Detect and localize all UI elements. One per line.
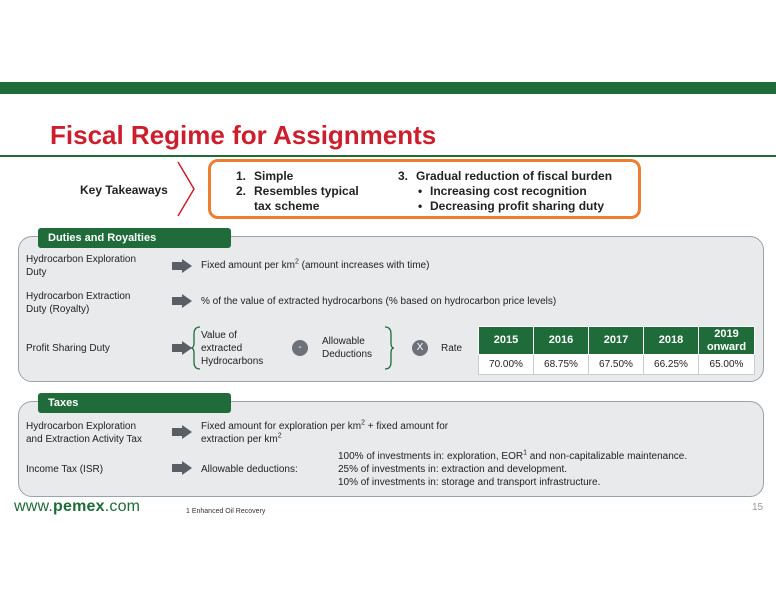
rate-cell: 67.50% — [589, 355, 644, 375]
allowable-deductions-label: Allowable Deductions — [322, 336, 373, 360]
header-band — [0, 82, 776, 94]
year-header: 2016 — [534, 327, 589, 355]
takeaway-bullet: • Increasing cost recognition — [418, 184, 587, 198]
footnote: 1 Enhanced Oil Recovery — [186, 508, 266, 515]
chevron-right-icon — [176, 160, 198, 218]
minus-icon: - — [292, 340, 308, 356]
arrow-right-icon — [172, 461, 192, 475]
rate-cell: 65.00% — [699, 355, 755, 375]
rate-cell: 68.75% — [534, 355, 589, 375]
left-brace-icon — [191, 326, 201, 370]
extraction-duty-desc: % of the value of extracted hydrocarbons (% based on hydrocarbon price levels) — [201, 296, 557, 307]
rate-table-row — [479, 355, 755, 375]
pemex-logo: www.pemex.com — [14, 498, 141, 515]
takeaway-item: 1. Simple — [236, 169, 294, 183]
title-divider — [0, 155, 776, 157]
activity-tax-desc: Fixed amount for exploration per $km^2$ + fixed amount for extraction per $km^2$ — [201, 419, 449, 445]
arrow-right-icon — [172, 425, 192, 439]
takeaway-heading: 3. Gradual reduction of fiscal burden — [398, 169, 613, 183]
key-takeaways-label: Key Takeaways — [80, 183, 168, 197]
arrow-right-icon — [172, 259, 192, 273]
year-header: 2018 — [644, 327, 699, 355]
activity-tax-label: Hydrocarbon Exploration and Extraction Activity Tax — [26, 421, 142, 445]
year-header: 2017 — [589, 327, 644, 355]
year-header: 2019 onward — [699, 327, 755, 355]
extraction-duty-label: Hydrocarbon Extraction Duty (Royalty) — [26, 291, 131, 315]
year-header: 2015 — [479, 327, 534, 355]
value-extracted-label: Value of extracted Hydrocarbons — [201, 330, 264, 367]
arrow-right-icon — [172, 341, 192, 355]
deduction-line: 100% of investments in: exploration, EOR$^1$ and non-capitalizable maintenance. — [338, 449, 688, 462]
income-tax-desc: Allowable deductions: — [201, 464, 298, 475]
right-brace-icon — [384, 326, 394, 370]
rate-cell: 66.25% — [644, 355, 699, 375]
rate-table-header — [479, 327, 755, 355]
profit-sharing-label: Profit Sharing Duty — [26, 343, 110, 354]
duties-tag: Duties and Royalties — [38, 228, 231, 248]
exploration-duty-desc: Fixed amount per $km^2$ (amount increases with time) — [201, 258, 430, 271]
page-number: 15 — [752, 502, 764, 513]
rate-cell: 70.00% — [479, 355, 534, 375]
takeaway-item: tax scheme — [254, 199, 320, 213]
deduction-line: 10% of investments in: storage and transport infrastructure. — [338, 477, 601, 488]
takeaway-item: 2. Resembles typical — [236, 184, 359, 198]
takeaway-bullet: • Decreasing profit sharing duty — [418, 199, 605, 213]
rate-label: Rate — [441, 343, 463, 354]
arrow-right-icon — [172, 294, 192, 308]
taxes-tag: Taxes — [38, 393, 231, 413]
rate-table — [478, 326, 755, 375]
deduction-line: 25% of investments in: extraction and development. — [338, 464, 568, 475]
exploration-duty-label: Hydrocarbon Exploration Duty — [26, 254, 137, 278]
page-title: Fiscal Regime for Assignments — [50, 120, 437, 150]
income-tax-label: Income Tax (ISR) — [26, 464, 104, 475]
multiply-icon: X — [412, 340, 428, 356]
